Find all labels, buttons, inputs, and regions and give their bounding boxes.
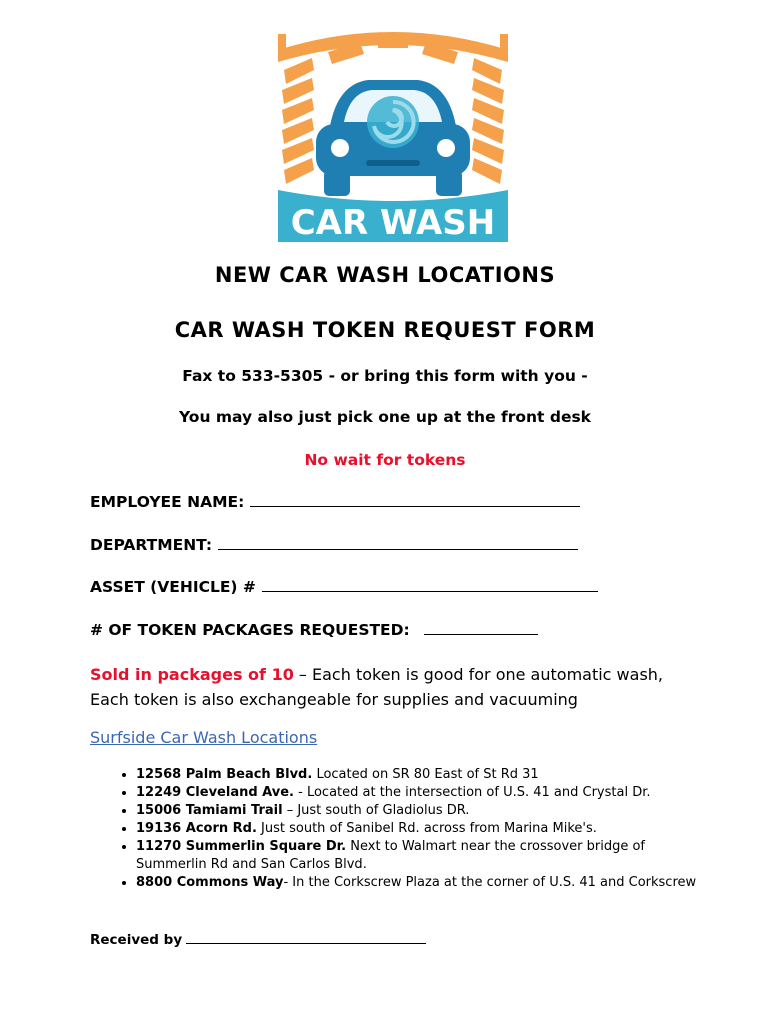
list-item: • 11270 Summerlin Square Dr. Next to Walmart near the crossover bridge of Summerlin Rd and San Carlos Blvd. — [136, 838, 716, 874]
received-by-label: Received by — [90, 932, 183, 948]
asset-field — [90, 577, 598, 596]
asset-label: ASSET (VEHICLE) # — [90, 578, 256, 596]
list-item: • 12249 Cleveland Ave. - Located at the intersection of U.S. 41 and Crystal Dr. — [136, 784, 716, 802]
list-item: • 19136 Acorn Rd. Just south of Sanibel Rd. across from Marina Mike's. — [136, 820, 716, 838]
department-label: DEPARTMENT: — [90, 536, 213, 554]
packages-label: # OF TOKEN PACKAGES REQUESTED: — [90, 621, 410, 639]
token-info-line1 — [90, 662, 730, 687]
list-item: • 12568 Palm Beach Blvd. Located on SR 80 East of St Rd 31 — [136, 766, 716, 784]
department-field — [90, 535, 578, 554]
title-new-locations: NEW CAR WASH LOCATIONS — [214, 263, 556, 287]
pickup-instruction: You may also just pick one up at the front desk — [179, 408, 591, 426]
no-wait-note: No wait for tokens — [304, 451, 466, 469]
car-wash-logo — [268, 22, 518, 248]
received-by-field — [90, 931, 426, 948]
list-item: • 15006 Tamiami Trail – Just south of Gladiolus DR. — [136, 802, 716, 820]
token-info — [90, 662, 730, 712]
locations-list — [107, 766, 716, 892]
sold-in-packages: Sold in packages of 10 — [90, 665, 294, 684]
packages-field — [90, 620, 538, 639]
surfside-locations-link[interactable]: Surfside Car Wash Locations — [90, 728, 318, 747]
token-good-text: – Each token is good for one automatic wash, — [293, 665, 664, 684]
title-token-request-form: CAR WASH TOKEN REQUEST FORM — [174, 318, 596, 342]
list-item: • 8800 Commons Way- In the Corkscrew Plaza at the corner of U.S. 41 and Corkscrew — [136, 874, 716, 892]
employee-name-line[interactable] — [250, 492, 580, 507]
employee-name-field — [90, 492, 580, 511]
logo-text: CAR WASH — [290, 203, 496, 243]
employee-name-label: EMPLOYEE NAME: — [90, 493, 245, 511]
received-by-line[interactable] — [186, 931, 426, 944]
department-line[interactable] — [218, 535, 578, 550]
asset-line[interactable] — [262, 577, 598, 592]
packages-line[interactable] — [424, 620, 538, 635]
token-info-line2: Each token is also exchangeable for supplies and vacuuming — [90, 690, 578, 709]
fax-instruction: Fax to 533-5305 - or bring this form with you - — [182, 367, 588, 385]
